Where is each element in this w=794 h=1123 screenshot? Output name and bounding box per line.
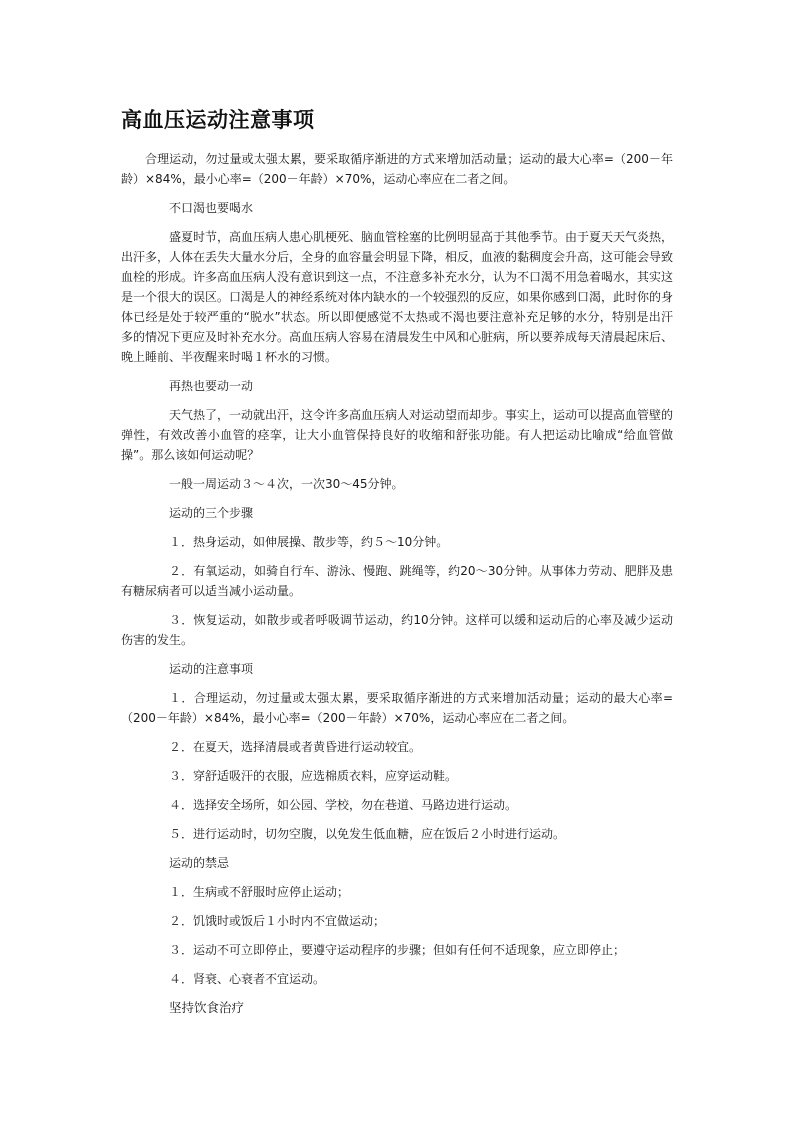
section-line: 坚持饮食治疗	[169, 1000, 245, 1015]
section-line: ２．在夏天，选择清晨或者黄昏进行运动较宜。	[169, 740, 422, 754]
page-title: 高血压运动注意事项	[121, 107, 315, 132]
section-line: 一般一周运动３～４次，一次30～45分钟。	[169, 477, 404, 491]
body-paragraph: 合理运动，勿过量或太强太累，要采取循序渐进的方式来增加活动量；运动的最大心率=（200－年龄）×84%，最小心率=（200－年龄）×70%，运动心率应在二者之间。	[121, 152, 673, 186]
section-line: ３．穿舒适吸汗的衣服，应选棉质衣料，应穿运动鞋。	[169, 769, 458, 783]
body-paragraph: 盛夏时节，高血压病人患心肌梗死、脑血管栓塞的比例明显高于其他季节。由于夏天天气炎热，出汗多，人体在丢失大量水分后，全身的血容量会明显下降，相反，血液的黏稠度会升高，这可能会导致血栓的形成。许多高血压病人没有意识到这一点，不注意多补充水分，认为不口渴不用急着喝水，其实这是一个很大的误区。口渴是人的神经系统对体内缺水的一个较强烈的反应，如果你感到口渴，此时你的身体已经是处于较严重的“脱水”状态。所以即便感觉不太热或不渴也要注意补充足够的水分，特别是出汗多的情况下更应及时补充水分。高血压病人容易在清晨发生中风和心脏病，所以要养成每天清晨起床后、晚上睡前、半夜醒来时喝１杯水的习惯。	[121, 230, 674, 364]
body-paragraph: 天气热了，一动就出汗，这令许多高血压病人对运动望而却步。事实上，运动可以提高血管壁的弹性，有效改善小血管的痉挛，让大小血管保持良好的收缩和舒张功能。有人把运动比喻成“给血管做操”。那么该如何运动呢？	[121, 408, 674, 462]
section-line: 运动的三个步骤	[169, 506, 254, 520]
section-line: ４．选择安全场所，如公园、学校，勿在巷道、马路边进行运动。	[169, 798, 518, 812]
section-line: 再热也要动一动	[169, 379, 254, 393]
body-paragraph: ３．恢复运动，如散步或者呼吸调节运动，约10分钟。这样可以缓和运动后的心率及减少运动伤害的发生。	[121, 613, 673, 647]
section-line: ２．饥饿时或饭后１小时内不宜做运动；	[169, 914, 386, 928]
section-line: 运动的注意事项	[169, 662, 254, 676]
section-line: 不口渴也要喝水	[169, 201, 254, 215]
body-paragraph: ２．有氧运动，如骑自行车、游泳、慢跑、跳绳等，约20～30分钟。从事体力劳动、肥胖及患有糖尿病者可以适当减小运动量。	[121, 564, 673, 598]
section-line: １．热身运动，如伸展操、散步等，约５～10分钟。	[169, 535, 449, 549]
section-line: １．生病或不舒服时应停止运动；	[169, 885, 350, 899]
section-line: ４．肾衰、心衰者不宜运动。	[169, 972, 326, 986]
document-body	[121, 149, 673, 1027]
section-line: ５．进行运动时，切勿空腹，以免发生低血糖，应在饭后２小时进行运动。	[169, 827, 566, 841]
section-line: ３．运动不可立即停止，要遵守运动程序的步骤；但如有任何不适现象，应立即停止；	[169, 943, 626, 957]
section-line: 运动的禁忌	[169, 856, 230, 870]
body-paragraph: １．合理运动，勿过量或太强太累，要采取循序渐进的方式来增加活动量；运动的最大心率=（200－年龄）×84%，最小心率=（200－年龄）×70%，运动心率应在二者之间。	[121, 691, 673, 725]
